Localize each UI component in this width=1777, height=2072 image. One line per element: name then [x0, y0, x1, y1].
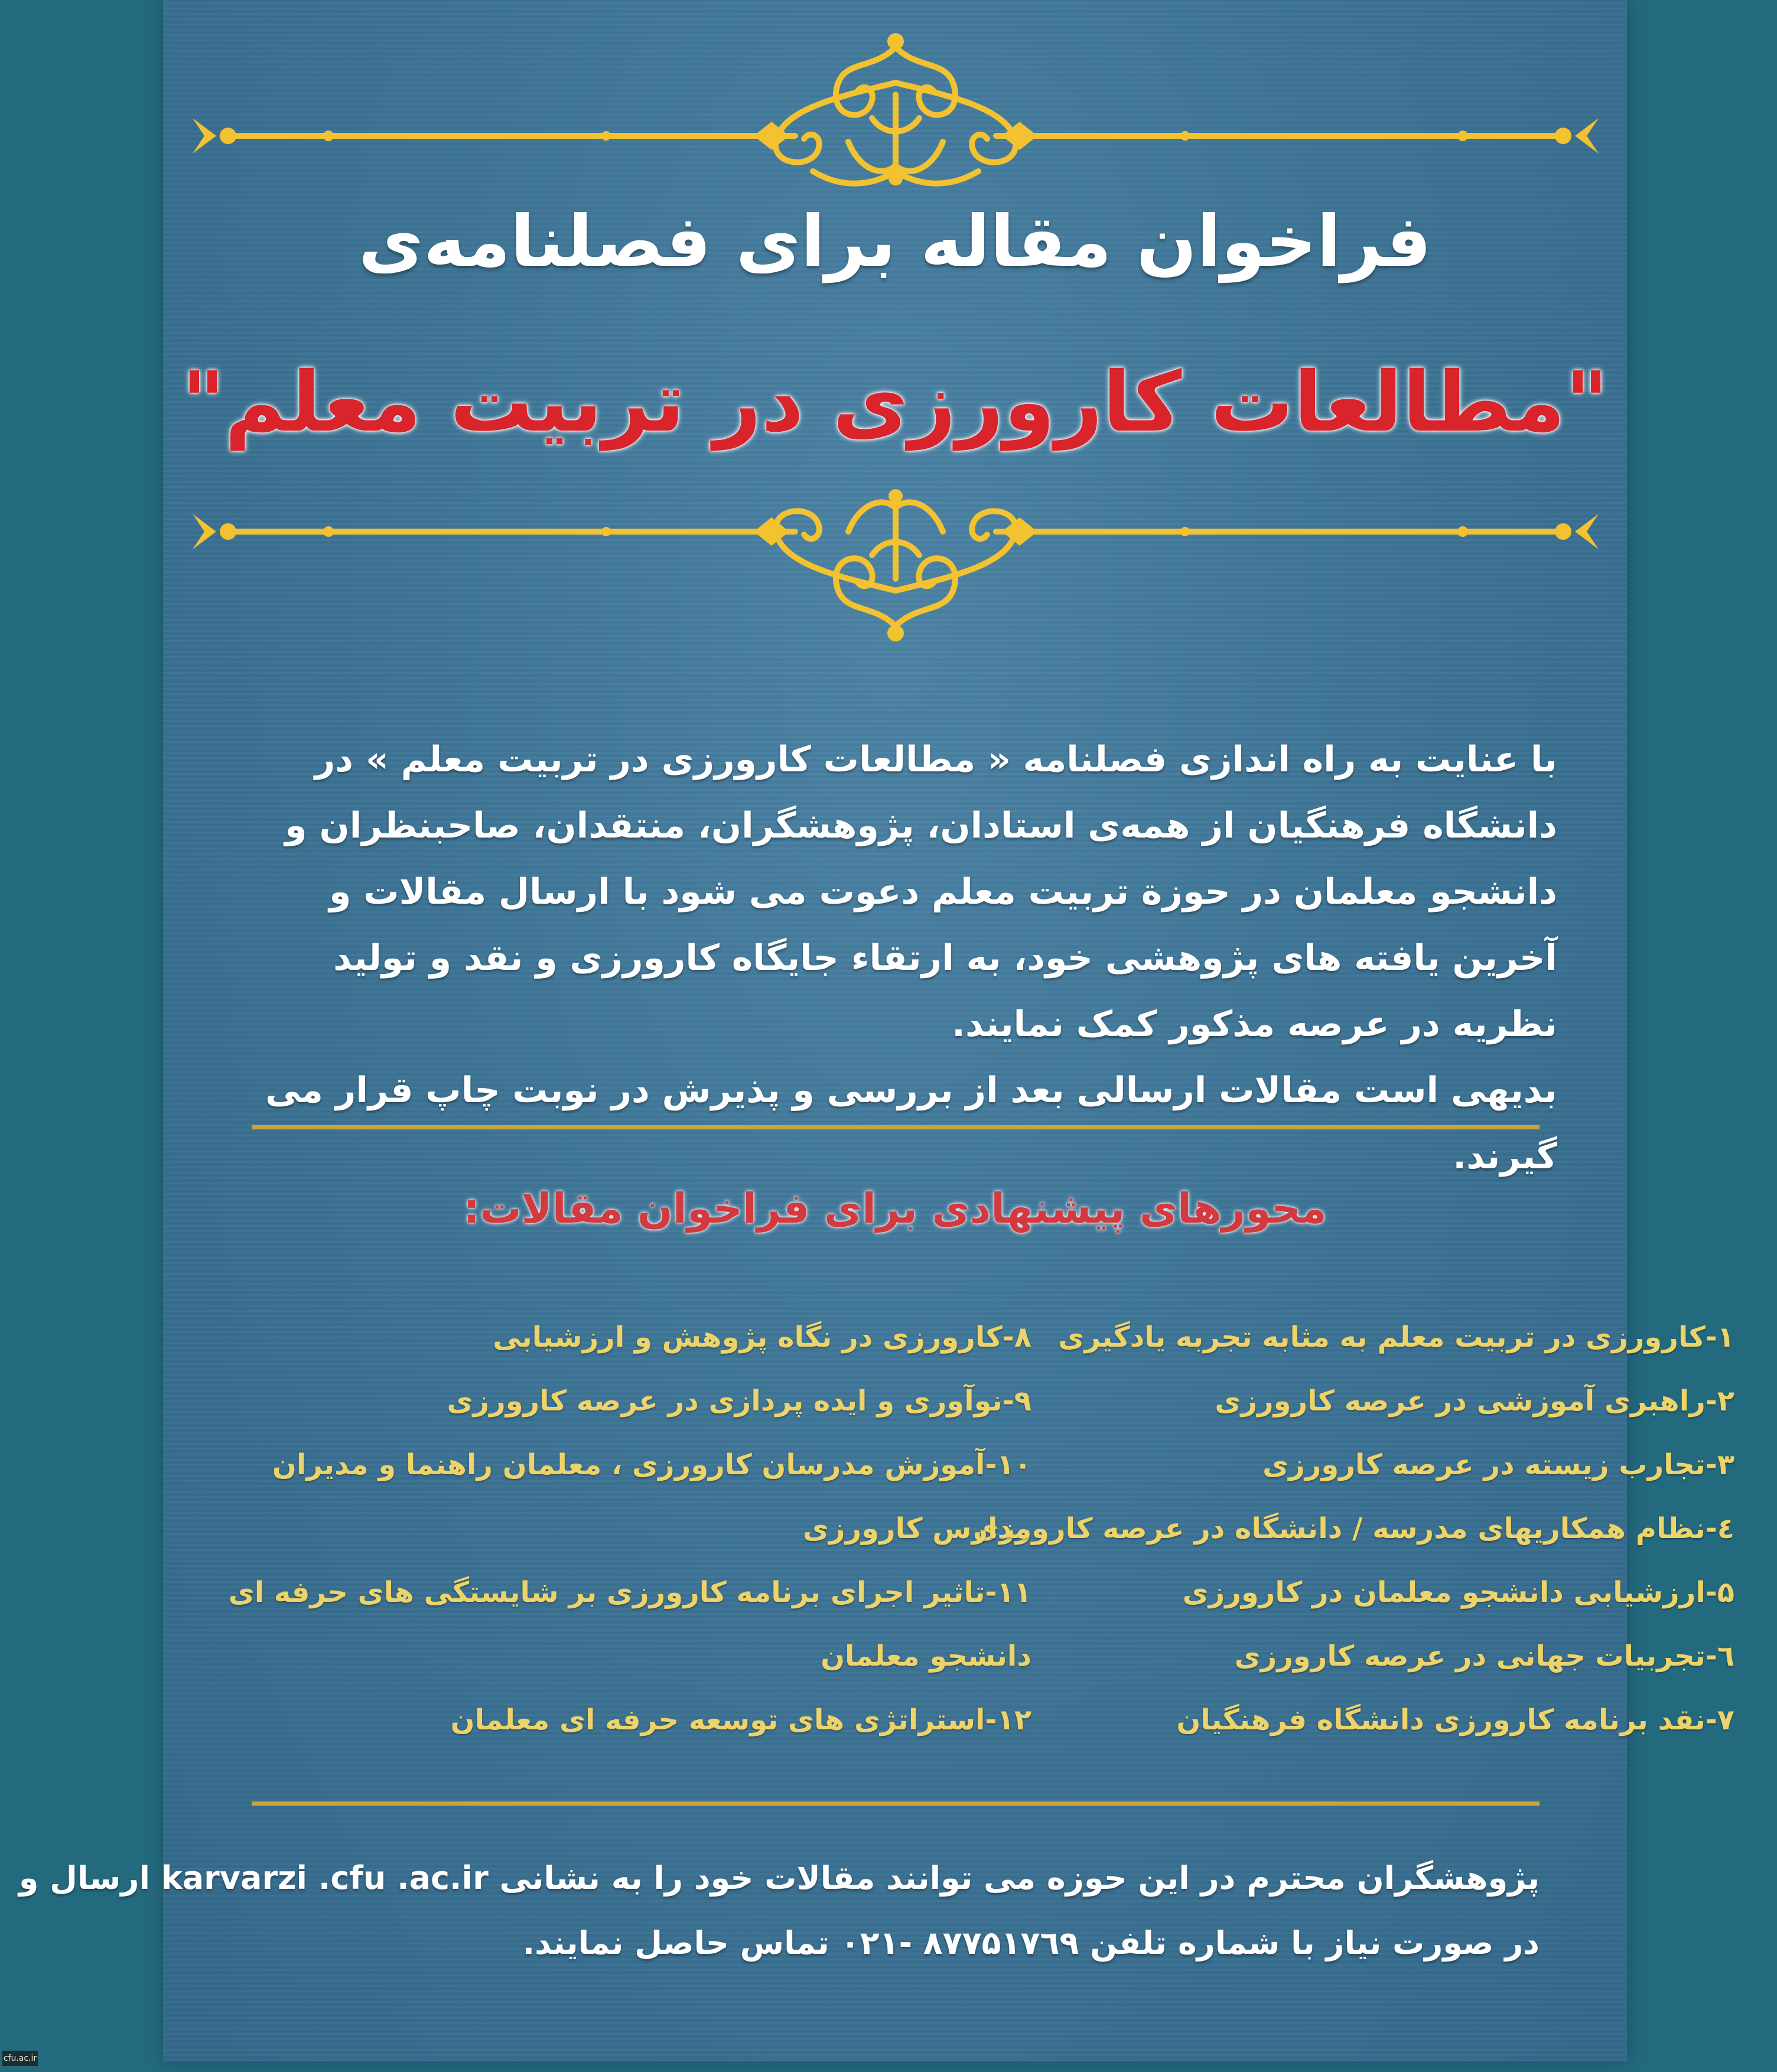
topic-item: ٦-تجربیات جهانی در عرصه کارورزی — [1234, 1640, 1734, 1673]
topic-item: ۸-کارورزی در نگاه پژوهش و ارزشیابی — [493, 1321, 1031, 1354]
website-link[interactable]: karvarzi .cfu .ac.ir — [161, 1859, 489, 1897]
submission-text: پژوهشگران محترم در این حوزه می توانند مقالات خود را به نشانی — [499, 1859, 1540, 1897]
call-title: فراخوان مقاله برای فصلنامه‌ی — [358, 201, 1432, 283]
top-ornament-divider — [163, 24, 1627, 213]
topic-item-continued: مدارس کارورزی — [802, 1512, 1031, 1545]
topic-item: ۵-ارزشیابی دانشجو معلمان در کارورزی — [1182, 1576, 1734, 1609]
topic-item: ۹-نوآوری و ایده پردازی در عرصه کارورزی — [447, 1384, 1031, 1418]
topic-item-continued: دانشجو معلمان — [821, 1640, 1031, 1673]
journal-name: "مطالعات کارورزی در تربیت معلم" — [181, 354, 1609, 451]
intro-note: بدیهی است مقالات ارسالی بعد از بررسی و پذیرش در نوبت چاپ قرار می گیرند. — [265, 1070, 1557, 1177]
topic-item: ۱-کارورزی در تربیت معلم به مثابه تجربه یادگیری — [1058, 1321, 1734, 1354]
topic-item: ۲-راهبری آموزشی در عرصه کارورزی — [1215, 1384, 1734, 1418]
topic-item: ۷-نقد برنامه کارورزی دانشگاه فرهنگیان — [1176, 1703, 1734, 1737]
footer-divider — [252, 1801, 1540, 1806]
contact-line: در صورت نیاز با شماره تلفن ۸۷۷۵۱۷٦۹ -۰۲۱ تماس حاصل نمایند. — [522, 1924, 1540, 1962]
topic-item: ۱۰-آموزش مدرسان کارورزی ، معلمان راهنما و مدیران — [272, 1448, 1031, 1481]
submission-suffix: ارسال و — [18, 1859, 151, 1897]
topic-item: ٤-نظام همکاریهای مدرسه / دانشگاه در عرصه کارورزی — [972, 1512, 1734, 1545]
poster-panel — [18, 0, 1734, 2061]
submission-line — [18, 1846, 1540, 1911]
topic-item: ۱۲-استراتژی های توسعه حرفه ای معلمان — [450, 1703, 1031, 1737]
intro-text — [240, 726, 1557, 1190]
section-divider — [252, 1125, 1540, 1129]
watermark-logo: cfu.ac.ir — [2, 2051, 38, 2066]
topics-heading: محورهای پیشنهادی برای فراخوان مقالات: — [463, 1184, 1327, 1233]
intro-paragraph: با عنایت به راه اندازی فصلنامه « مطالعات کارورزی در تربیت معلم » در دانشگاه فرهنگیان از همه‌ی استادان، پژوهشگران، منتقدان، صاحبنظران و دانشجو معلمان در حوزة تربیت معلم دعوت می شود با ارسال مقالات و آخرین یافته های پژوهشی خود، به ارتقاء جایگاه کارورزی و نقد و تولید نظریه در عرصه مذکور کمک نمایند. — [285, 739, 1557, 1045]
topics-right-column — [931, 1305, 1734, 1752]
topics-left-column — [228, 1305, 1031, 1752]
topic-item: ۱۱-تاثیر اجرای برنامه کارورزی بر شایستگی های حرفه ای — [228, 1576, 1031, 1609]
bottom-ornament-divider — [163, 473, 1627, 662]
topic-item: ۳-تجارب زیسته در عرصه کارورزی — [1262, 1448, 1734, 1481]
submission-info — [18, 1846, 1540, 1976]
